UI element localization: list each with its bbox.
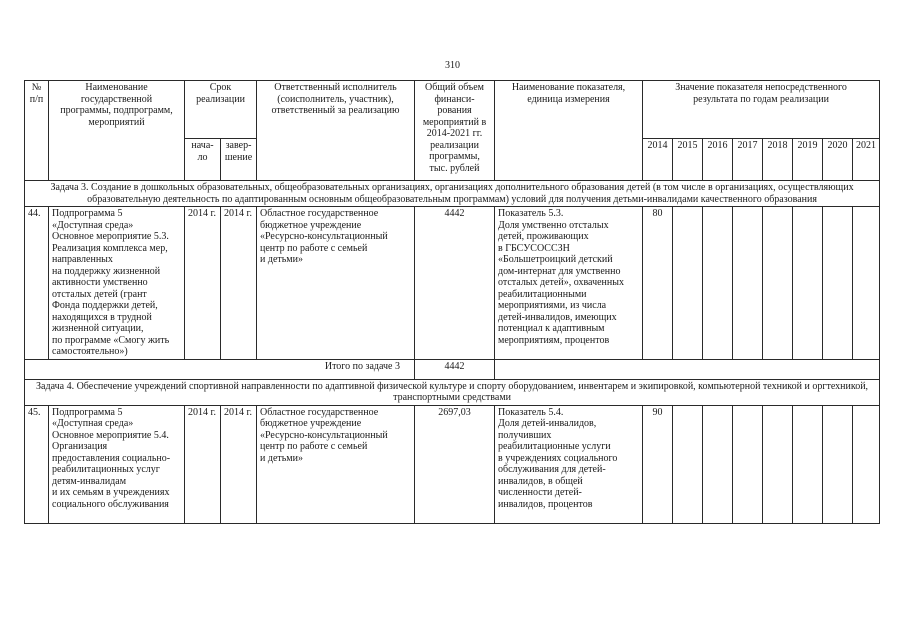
row-45-value-2016: [703, 405, 733, 523]
year-header: 2019: [793, 139, 823, 181]
total-3-empty: [495, 359, 880, 379]
header-executor: Ответственный исполнитель (соисполнитель, участник), ответственный за реализацию: [257, 81, 415, 181]
row-44-value-2014: 80: [643, 207, 673, 360]
row-45-num: 45.: [25, 405, 49, 523]
row-45-value-2021: [853, 405, 880, 523]
total-3-volume: 4442: [415, 359, 495, 379]
row-44-executor: Областное государственное бюджетное учреждение «Ресурсно-консультационный центр по работе с семьей и детьми»: [257, 207, 415, 360]
header-name: Наименование государственной программы, подпрограмм, мероприятий: [49, 81, 185, 181]
header-values: Значение показателя непосредственного результата по годам реализации: [643, 81, 880, 139]
row-45-volume: 2697,03: [415, 405, 495, 523]
row-45-executor: Областное государственное бюджетное учреждение «Ресурсно-консультационный центр по работе с семьей и детьми»: [257, 405, 415, 523]
header-term: Срок реализации: [185, 81, 257, 139]
row-44-value-2015: [673, 207, 703, 360]
row-44-value-2017: [733, 207, 763, 360]
row-45-value-2015: [673, 405, 703, 523]
year-header: 2015: [673, 139, 703, 181]
row-44-indicator: Показатель 5.3. Доля умственно отсталых детей, проживающих в ГБСУСОССЗН «Большетроицкий детский дом-интернат для умственно отсталых детей», охваченных реабилитационными мероприятиями, из числа детей-инвалидов, имеющих потенциал к адаптивным мероприятиям, процентов: [495, 207, 643, 360]
row-45-start: 2014 г.: [185, 405, 221, 523]
table-row: [25, 405, 880, 523]
year-header: 2018: [763, 139, 793, 181]
total-3-label: Итого по задаче 3: [25, 359, 415, 379]
program-table: [24, 80, 880, 524]
row-45-value-2018: [763, 405, 793, 523]
row-45-value-2014: 90: [643, 405, 673, 523]
row-44-value-2019: [793, 207, 823, 360]
task-3-title: Задача 3. Создание в дошкольных образовательных, общеобразовательных организациях, организациях дополнительного образования детей (в том числе в организациях, осуществляющих образовательную деятельность по адаптированным основным общеобразовательным программам) условий для получения детьми-инвалидами качественного образования: [25, 181, 880, 207]
row-45-indicator: Показатель 5.4. Доля детей-инвалидов, получивших реабилитационные услуги в учреждениях социального обслуживания для детей- инвалидов, в общей численности детей- инвалидов, процентов: [495, 405, 643, 523]
row-44-end: 2014 г.: [221, 207, 257, 360]
row-44-volume: 4442: [415, 207, 495, 360]
row-45-value-2019: [793, 405, 823, 523]
year-header: 2016: [703, 139, 733, 181]
year-header: 2020: [823, 139, 853, 181]
page-number: 310: [445, 60, 460, 71]
header-num: № п/п: [25, 81, 49, 181]
year-header: 2014: [643, 139, 673, 181]
task-4-title: Задача 4. Обеспечение учреждений спортивной направленности по адаптивной физической культуре и спорту оборудованием, инвентарем и экипировкой, компьютерной техникой и оргтехникой, транспортными средствами: [25, 379, 880, 405]
row-45-name: Подпрограмма 5 «Доступная среда» Основное мероприятие 5.4. Организация предоставления социально- реабилитационных услуг детям-инвалидам и их семьям в учреждениях социального обслуживания: [49, 405, 185, 523]
row-44-value-2018: [763, 207, 793, 360]
row-45-end: 2014 г.: [221, 405, 257, 523]
row-44-value-2021: [853, 207, 880, 360]
row-44-num: 44.: [25, 207, 49, 360]
row-44-name: Подпрограмма 5 «Доступная среда» Основное мероприятие 5.3. Реализация комплекса мер, направленных на поддержку жизненной активности умственно отсталых детей (грант Фонда поддержки детей, находящихся в трудной жизненной ситуации, по программе «Смогу жить самостоятельно»): [49, 207, 185, 360]
year-header: 2017: [733, 139, 763, 181]
header-volume: Общий объем финанси- рования мероприятий в 2014-2021 гг. реализации программы, тыс. рублей: [415, 81, 495, 181]
year-header: 2021: [853, 139, 880, 181]
row-45-value-2017: [733, 405, 763, 523]
row-45-value-2020: [823, 405, 853, 523]
table-row: [25, 207, 880, 360]
total-row: [25, 359, 880, 379]
row-44-value-2016: [703, 207, 733, 360]
row-44-start: 2014 г.: [185, 207, 221, 360]
header-indicator: Наименование показателя, единица измерения: [495, 81, 643, 181]
row-44-value-2020: [823, 207, 853, 360]
header-start: нача- ло: [185, 139, 221, 181]
header-end: завер- шение: [221, 139, 257, 181]
